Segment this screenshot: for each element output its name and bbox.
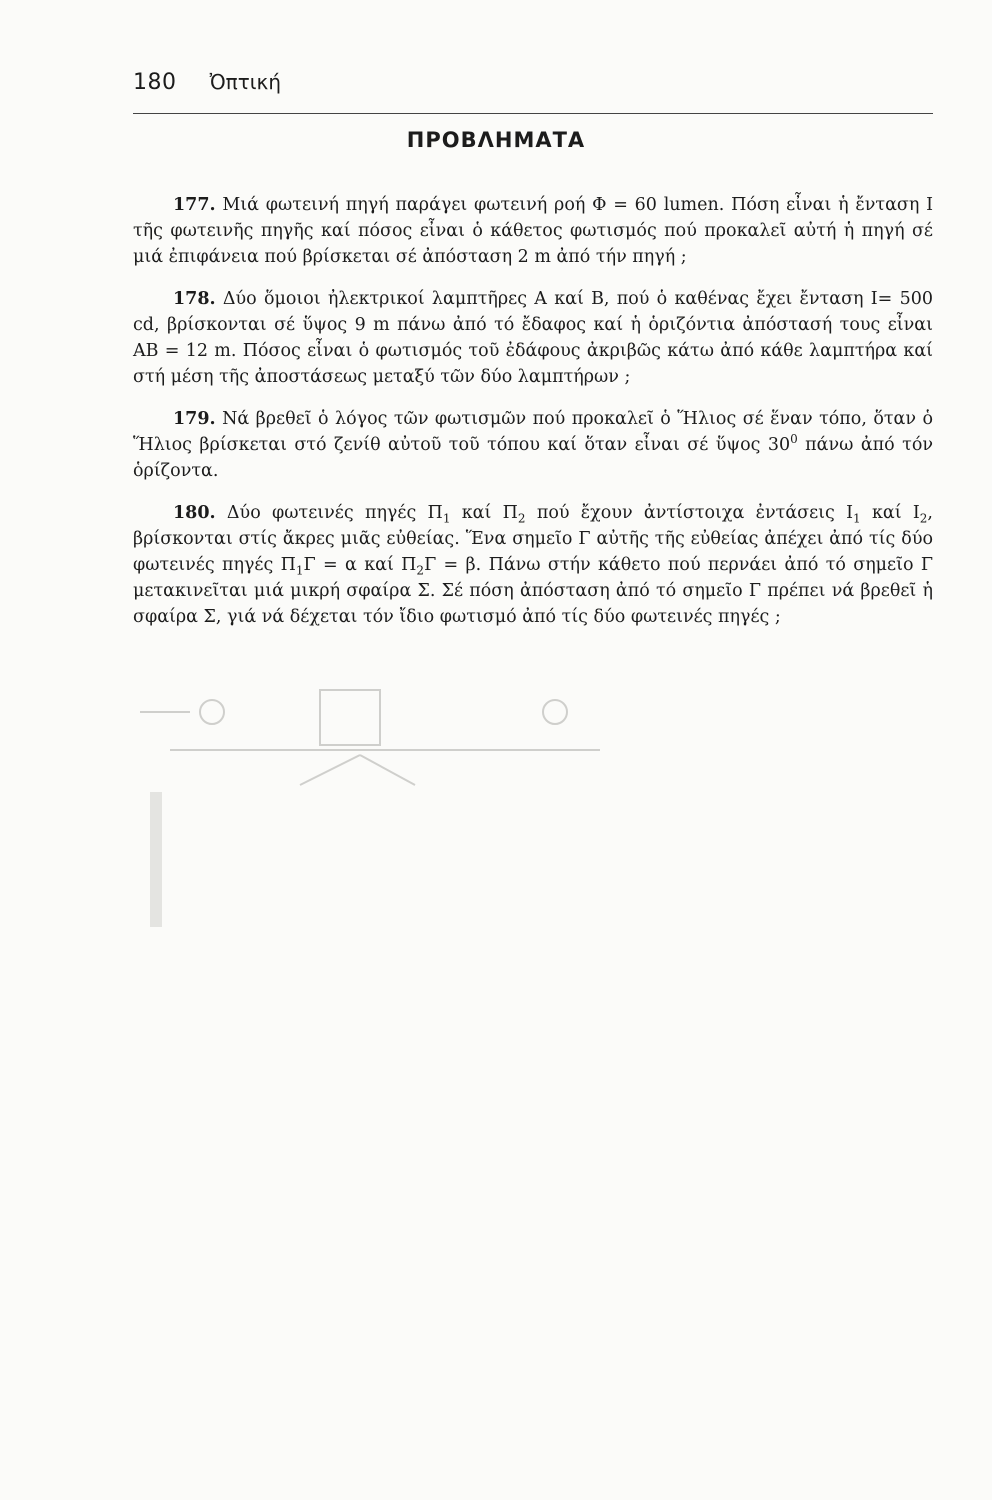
problem-text: Γ = α καί Π: [303, 555, 417, 575]
subscript: 2: [416, 563, 425, 578]
subscript: 2: [517, 511, 526, 526]
problem-text: , βρίσκονται στίς ἄκρες μιᾶς εὐθείας. Ἕνα σημεῖο Γ αὐτῆς τῆς εὐθείας ἀπέχει ἀπό τίς δύο φωτεινές πηγές Π: [133, 503, 933, 575]
problem-178: [133, 286, 933, 390]
subscript: 2: [919, 511, 928, 526]
running-head: Ὀπτική: [209, 70, 281, 94]
problem-number: 179.: [173, 409, 216, 429]
problem-text: Γ = β. Πάνω στήν κάθετο πού περνάει ἀπό τό σημεῖο Γ μετακινεῖται μιά μικρή σφαίρα Σ. Σέ πόση ἀπόσταση ἀπό τό σημεῖο Γ πρέπει νά βρεθεῖ ἡ σφαίρα Σ, γιά νά δέχεται τόν ἴδιο φωτισμό ἀπό τίς δύο φωτεινές πηγές ;: [133, 555, 934, 627]
problem-179: [133, 406, 933, 484]
problem-text: πού ἔχουν ἀντίστοιχα ἐντάσεις I: [525, 503, 854, 523]
problem-list: [133, 192, 933, 646]
show-through-box: [150, 792, 947, 927]
subscript: 1: [853, 511, 861, 526]
problem-text: Νά βρεθεῖ ὁ λόγος τῶν φωτισμῶν πού προκαλεῖ ὁ Ἥλιος σέ ἕναν τόπο, ὅταν ὁ Ἥλιος βρίσκεται στό ζενίθ αὐτοῦ τοῦ τόπου καί ὅταν εἶναι σέ ὕψος 30: [133, 409, 933, 455]
show-through-diagram: [130, 660, 610, 800]
problem-number: 180.: [173, 503, 216, 523]
problem-number: 177.: [173, 195, 216, 215]
header-rule: [133, 113, 933, 114]
subscript: 1: [295, 563, 304, 578]
subscript: 1: [442, 511, 451, 526]
problem-text-tail: πάνω ἀπό τόν ὁρίζοντα.: [133, 435, 933, 481]
problem-text: Μιά φωτεινή πηγή παράγει φωτεινή ροή Φ = 60 lumen. Πόση εἶναι ἡ ἔνταση I τῆς φωτεινῆς πηγῆς καί πόσος εἶναι ὁ κάθετος φωτισμός πού προκαλεῖ αὐτή ἡ πηγή σέ μιά ἐπιφάνεια πού βρίσκεται σέ ἀπόσταση 2 m ἀπό τήν πηγή ;: [133, 195, 933, 267]
degree-superscript: 0: [790, 432, 798, 447]
problem-180: [133, 500, 933, 630]
page-header: [133, 70, 933, 95]
problem-text: Δύο φωτεινές πηγές Π: [226, 503, 443, 523]
problem-177: [133, 192, 933, 270]
problem-text: καί Π: [450, 503, 518, 523]
problem-text: Δύο ὅμοιοι ἠλεκτρικοί λαμπτῆρες Α καί Β, πού ὁ καθένας ἔχει ἔνταση I= 500 cd, βρίσκονται σέ ὕψος 9 m πάνω ἀπό τό ἔδαφος καί ἡ ὁριζόντια ἀπόστασή τους εἶναι ΑΒ = 12 m. Πόσος εἶναι ὁ φωτισμός τοῦ ἐδάφους ἀκριβῶς κάτω ἀπό κάθε λαμπτήρα καί στή μέση τῆς ἀποστάσεως μεταξύ τῶν δύο λαμπτήρων ;: [133, 289, 933, 387]
section-title: ΠΡΟΒΛΗΜΑΤΑ: [406, 128, 586, 152]
problem-number: 178.: [173, 289, 216, 309]
problem-text: καί I: [860, 503, 920, 523]
page-number: 180: [133, 70, 177, 95]
